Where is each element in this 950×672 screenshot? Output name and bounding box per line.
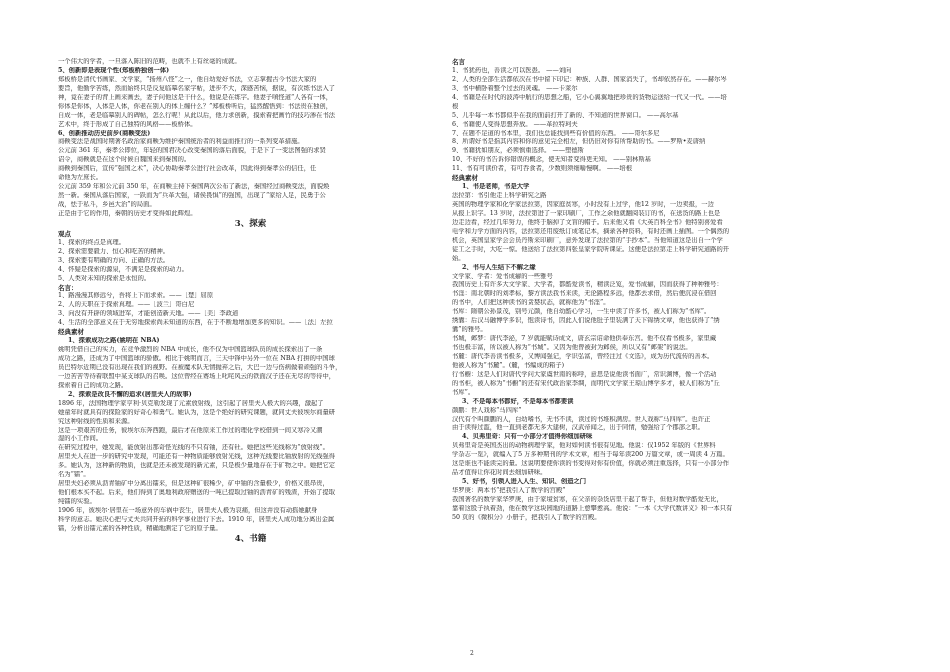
paragraph-line: 诏令，商鞅就是在这个时候自魏国来到秦国的。 — [58, 156, 191, 164]
viewpoint-item: 2、探索需要毅力、恒心和吃苦的精神。 — [58, 247, 170, 255]
paragraph-line: 囊”的雅号。 — [452, 326, 487, 334]
viewpoint-item: 4、怀疑是探索的源泉，不满足是探索的动力。 — [58, 265, 188, 273]
paragraph-line: 行书橱：这是人们对唐代学问大家虞世南的称呼，意思是说他读书面广，常识渊博，像一个活动 — [452, 370, 717, 378]
paragraph-line: 书库：隋朝公孙景茂，别号元颜，他自幼酷心学习，一生中读了许多书，被人们称为“书库”。 — [452, 308, 711, 316]
heading-innovation-personality: 5、创新即是表现个性(郑板桥独创一体) — [58, 66, 170, 74]
paragraph-line: 50 页的《微积分》小册子，把我引入了数学的宫殿。 — [452, 513, 601, 521]
paragraph-line: 英国的物理学家和化学家法拉第，因家庭贫寒，小时没有上过学，他12 岁时，一边卖报，一边 — [452, 201, 714, 208]
paragraph-line: 探索着自己的成功之路。 — [58, 381, 128, 389]
label-viewpoints: 观点 — [58, 229, 71, 238]
quote-item: 11、书有可读价者，有可吞食者，少数则须细嚼慢啊。 ——培根 — [452, 165, 633, 173]
label-quotes: 名言： — [58, 283, 78, 292]
quote-item: 9、书籍犹如朋友，必须慎重选择。 ——塑德斯 — [452, 147, 584, 155]
paragraph-line: 纯镭的实验。 — [58, 498, 96, 505]
paragraph-line: 绣囊：后汉马融博学多识，饱读诗书，因此人们说他肚子里装满了天下锦绣文章，他也获得了“绣 — [452, 317, 720, 325]
paragraph-line: 多。她认为，这种新的物质，也就是还未被发现的新元素，只是极少量地存在于矿物之中。她把它定 — [58, 462, 336, 470]
paragraph-line: 正是由于它的作用，秦朝的历史才变得如此辉煌。 — [58, 209, 197, 217]
paragraph-line: 要旨，他勤学苦练，然而始终只是反复临摹名家字帖，进步不大，深感苦恼，据说，有次练书法入了 — [58, 84, 336, 92]
quote-item: 10、不好的书告诉你错误的概念，使无知者变得更无知。 ——别林斯基 — [452, 156, 651, 164]
quote-item: 7、在题不足道的书本里，我们也总能找到些有价值的东西。 ——哥尔多尼 — [452, 129, 660, 137]
paragraph-line: 他被人称为“书麓”。(麓，书编成的箱子) — [452, 361, 565, 369]
quote-item: 1、路漫漫其修远兮，吾将上下而求索。——［楚］屈原 — [58, 292, 214, 300]
quote-item: 2、人类的全部生活都依次在书中留下印记：种族、人群、国家消失了，书却依然存在。——赫尔岑 — [452, 75, 727, 83]
paragraph-line: 书麓：唐代李善读书极多，又博闻强记，学识弘富，曾经注过《文选》，成为历代流传的善本。 — [452, 352, 714, 360]
paragraph-line: 书城，邺梦：唐代李泌，7 岁就能赋诗成文，唐玄宗诏命他供奉东宫。他不仅看书极多，家里藏 — [452, 335, 717, 343]
quote-item: 5、儿乎每一本书都似乎在我的面前打开了新的、不知道的世界窗口。 ——高尔基 — [452, 111, 679, 119]
paragraph-line: 这是谁也不能读完的量。这说明要使你读的书变得对你有价值，你就必须注重选择，只有一小部分作 — [452, 460, 730, 468]
heading-curie: 2、探索是改良不懈的追求(居里夫人的故事) — [68, 390, 192, 398]
paragraph-line: 1906 年，彼埃尔·居里在一场意外的车祸中丧生，居里夫人极为哀痛，但这并没有动摇她献身 — [58, 506, 318, 514]
paragraph-line: 徒工之手时，大吃一惊。他送给了法拉第四张皇家学院听课证。这便是法拉第走上科学研究道路的开 — [452, 245, 730, 253]
right-column — [452, 58, 836, 523]
paragraph-line: 公元前 359 年和公元前 350 年，在商鞅主持下秦国两次公布了新法，秦国经过商鞅变法，面貌焕 — [58, 183, 330, 191]
paragraph-line: 成功之路，还成为了中国篮球的骄傲。相比于姚明而言，三天中锋中另外一位在 NBA 打拼的中国球 — [58, 355, 335, 362]
paragraph-line: 华罗庚：两本书“把我引入了数学的宫殿” — [452, 487, 566, 494]
paragraph-line: 的书柜，被人称为“书橱”的还有宋代政治家李绸，而明代文学家王琼山博学多才，被人们称为“丘 — [452, 379, 720, 387]
label-classic-materials: 经典素材 — [58, 328, 84, 337]
paragraph-line: 一个伟大的学者，一旦落入陈旧的范畴，也就不上有丝毫的成就。 — [58, 58, 241, 65]
quote-item: 6、书籍使人变得思想奔放。 ——革拉特珂夫 — [452, 120, 578, 128]
paragraph-line: 战，怯于私斗，乡邑大治”的局面。 — [58, 201, 156, 208]
material-heading: 1、书是老师，书是大学 — [462, 183, 530, 191]
paragraph-line: 电学和力学方面的内容，法拉第还用废纸订成笔记本，摘录各种资料，有时还画上插图。一个偶然的 — [452, 227, 730, 235]
paragraph-line: 我国著名的数学家华罗庚，由于家境贫寒，在父亲的杂货店里干起了帮手，但他对数学酷爱无比， — [452, 495, 723, 503]
viewpoint-item: 3、探索要有明确的方向、正确的方法。 — [58, 256, 170, 264]
paragraph-line: 究这种射线的性质和来源。 — [58, 417, 134, 425]
paragraph-line: 神，竟在妻子的背上画来画去，妻子问他这是干什么，他说是在练字。他妻子嗔怪道“人各有一体， — [58, 93, 332, 101]
paragraph-line: 这是一项艰苦的任务，彼埃尔东奔西跑，最后才在他原来工作过的理化学校借到一间又寒冷又潮 — [58, 426, 323, 434]
paragraph-line: 科学的意志。她决心把与丈夫共同开拓的科学事业进行下去。1910 年，居里夫人成功地分离出金属 — [58, 515, 335, 523]
left-column — [58, 58, 443, 545]
paragraph-line: 一边苦苦等待着联盟中某支球队的召唤。这位曾经在赛场上叱咤风云的铁面汉子还在无尽的等待中， — [58, 372, 336, 380]
label-book-materials: 经典素材 — [452, 174, 478, 183]
material-heading: 4、贝弗里奇：只有一小部分才值得你细加研味 — [462, 433, 593, 441]
paragraph-line: 贝弗里奇是英国杰出的动物病理学家，他对如何读书很有见地。他说：仅1952 年版的《世界科 — [452, 442, 716, 450]
paragraph-line: 边走边看，经过几年努力，他终于脑掉了文盲的帽子。后来他又看《大英百科全书》他特别喜爱看 — [452, 218, 723, 226]
paragraph-line: 在研究过程中，她发现，能放射出那奇怪光线的不只有铀，还有钍。她把这些光线称为“放射线”。 — [58, 444, 329, 452]
quote-item: 3、向没有开辟的领域进军，才能创造新天地。——［美］李政道 — [58, 310, 239, 318]
paragraph-line: 你体是你体，人体是人体，你老在别人的体上缠什么？”郑板桥听后，猛然醒悟到：书法贵在独创， — [58, 102, 332, 110]
paragraph-line: 由于读得过滥，他一直到老都无多大建树，汉武帝闻之，出于同情，勉强给了个郡部之职。 — [452, 424, 704, 432]
material-heading: 2、书与人生结下不解之缘 — [462, 263, 536, 271]
page-number: 2 — [470, 650, 474, 657]
paragraph-line: 的书中，人们把这种读书的贪婪状态，就称他为“书淫”。 — [452, 299, 610, 307]
paragraph-line: 他们根本买不起。后来，他们得到了奥地利政府赠送的一吨已提取过铀的沥青矿的残渣，开始了提取 — [58, 489, 336, 497]
paragraph-line: 郑板桥是清代书画家、文学家，“扬州八怪”之一，他自幼爱好书法，立志掌握古今书法大家的 — [58, 75, 317, 83]
paragraph-line: 商鞅到秦国后，宣传“强国之术”，决心协助秦孝公进行社会改革，因此得到秦孝公的信任，任 — [58, 165, 317, 173]
paragraph-line: 书也极丰富，所以被人称为“书城”。又因为他曾被封为邺侯，所以又有“邺架”的说法。 — [452, 344, 692, 351]
paragraph-line: 颜鹏：世人戏称“马四库” — [452, 406, 522, 414]
paragraph-line: 员巴特尔近期已没有出现在我们的视野。在被魔术队无情抛弃之后，大巴一边与伤病做着顽强的斗争， — [58, 363, 342, 371]
heading-yao-ming: 1、探索成功之路(姚明在 NBA) — [68, 337, 160, 345]
quote-item: 3、书中横卧着整个过去的灵魂。 ——卡莱尔 — [452, 84, 578, 92]
material-heading: 5、好书，引领人进入人生、知识、创造之门 — [462, 478, 587, 486]
paragraph-line: 1896 年，法国物理学家亨利·贝克勒发现了元素放射线，这引起了居里夫人极大的兴趣，激起了 — [58, 399, 324, 407]
quote-item: 1、书犹药也，善读之可以医愚。 ——刘向 — [452, 66, 572, 74]
paragraph-line: 名为“镭”。 — [58, 471, 90, 479]
viewpoint-item: 1、探索的终点是真理。 — [58, 238, 125, 246]
paragraph-line: 姚明凭借自己的实力，在竞争激烈的 NBA 中成长，他不仅为中国篮球队员的成长探索出了一条 — [58, 346, 323, 354]
quote-item: 8、所谓好书是指其内容和你的意见完全相左，但仍旧对你有所帮助的书。——罗斯•麦唐纳 — [452, 138, 706, 146]
paragraph-line: 法拉第：书引他走上科学研究之路 — [452, 192, 547, 200]
paragraph-line: 她童年时就具有的探险家的好奇心和勇气。她认为，这是个绝好的研究课题，就同丈夫彼埃尔商量研 — [58, 408, 336, 416]
heading-shang-yang-reform: 6、创新推动历史前步(商鞅变法) — [58, 129, 151, 137]
quote-item: 4、生活的全部意义在于无穷地探索尚未知道的东西，在于不断地增加更多的知识。——［法］左拉 — [58, 319, 333, 327]
material-heading: 3、不是每本书都好，不是每本书都要读 — [462, 397, 574, 405]
viewpoint-item: 5、人类对未知的探索是永恒的。 — [58, 274, 151, 282]
paragraph-line: 商鞅变法是战国时期著名政治家商鞅为维护秦国统治者的利益而推行的一系列变革措施。 — [58, 138, 304, 146]
paragraph-line: 公元前 361 年，秦孝公即位，年轻的国君决心改变秦国的落后面貌，于是下了一变法图强的求贤 — [58, 147, 326, 155]
paragraph-line: 湿的小工作间。 — [58, 435, 103, 443]
paragraph-line: 品才值得让你花时间去细加研味。 — [452, 469, 547, 477]
paragraph-line: 然一新。秦国从落后国家，一跃而为“兵革大强，诸侯畏惧”的强国，出现了“家给人足，民勇于公 — [58, 192, 326, 200]
paragraph-line: 书库”。 — [452, 388, 475, 396]
section-title-books: 4、书籍 — [234, 533, 267, 544]
quote-item: 根 — [452, 102, 459, 110]
paragraph-line: 从报上识字。13 岁时，法拉第进了一家印刷厂，工作之余他就翻阅装订的书，在送货的路上也是 — [452, 209, 721, 217]
paragraph-line: 命他为左庶长。 — [58, 174, 103, 182]
quote-item: 4、书籍是在时代的波涛中航行的思想之船，它小心翼翼地把珍贵的货物运送给一代又一代。——培 — [452, 93, 727, 101]
paragraph-line: 学杂志一览》，就编入了5 万多种期刊的学术文章，相当于每年读200 万篇文章，或一周读 4 万篇。 — [452, 451, 729, 459]
paragraph-line: 书淫：南北朝时的刘孝标，黎方读法我书来读，无论路程多远，他都去求借，然后便沉浸在借回 — [452, 290, 717, 298]
paragraph-line: 居里夫妇必须从沥青铀矿中分离出镭来，但是这种矿很稀少，矿中铀的含量极少，价格又很昂贵， — [58, 480, 329, 488]
paragraph-line: 汉代有个叫颜鹏的人，白幼嗜书，无书不读，读过的书堆积满房。世人戏称“马四库”。也许正 — [452, 415, 711, 423]
label-book-quotes: 名言 — [452, 58, 465, 66]
paragraph-line: 文学家、学者：爱书成癖的一些雅号 — [452, 272, 553, 280]
paragraph-line: 自成一体，老是临摹别人的碑帖，怎么行呢！从此以后，他力求创新，摸索着把画竹的技巧渗在书法 — [58, 111, 336, 119]
quote-item: 2、人的天职在于探索真理。——［波兰］哥白尼 — [58, 301, 195, 309]
paragraph-line: 我国历史上有许多大文学家、大学者，都酷爱读书，精读泛览，爱书成癖，因而获得了种种雅号： — [452, 281, 723, 289]
section-title-explore: 3、探索 — [234, 218, 267, 229]
paragraph-line: 镭，分析出镭元素的各种性质，精确地测定了它的原子量。 — [58, 524, 222, 532]
paragraph-line: 机会，英国皇家学会会员丹斯来印刷厂，意外发现了法拉第的“手抄本”。当他知道这是出自一个学 — [452, 236, 723, 244]
paragraph-line: 始。 — [452, 254, 465, 262]
paragraph-line: 靠着这股子执着劲，他在数学这块园地的道路上愈攀愈高。他说：“一本《大学代数讲义》和一本只有 — [452, 504, 733, 512]
paragraph-line: 居里夫人在进一步的研究中发现，可能还有一种物质能够放射光线，这种光线要比铀放射的光线强得 — [58, 453, 336, 461]
paragraph-line: 艺术中，终于形成了自己独特的风格——板桥体。 — [58, 120, 197, 128]
